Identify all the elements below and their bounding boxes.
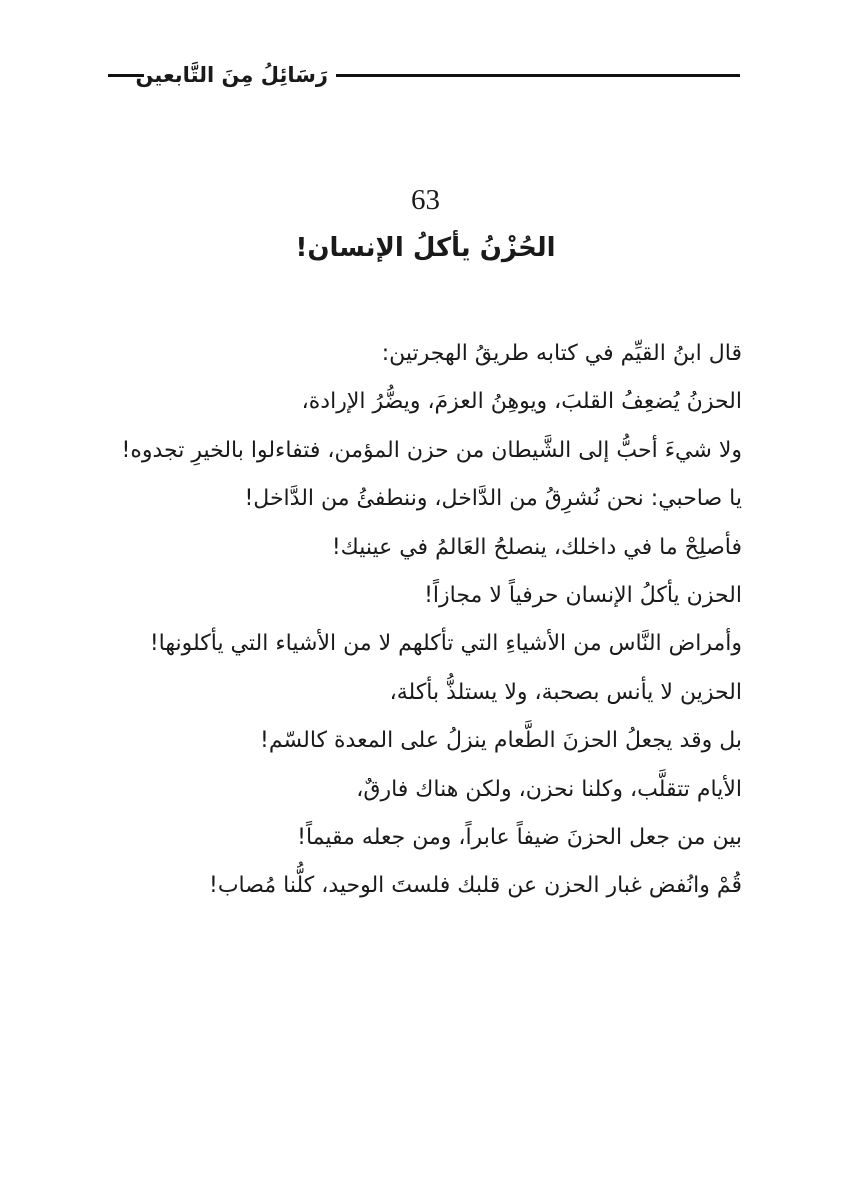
paragraph: بين من جعل الحزنَ ضيفاً عابراً، ومن جعله مقيماً!: [297, 825, 742, 851]
chapter-number: 63: [411, 184, 440, 216]
paragraph: ولا شيءَ أحبُّ إلى الشَّيطان من حزن المؤمن، فتفاءلوا بالخيرِ تجدوه!: [121, 437, 742, 463]
paragraph: يا صاحبي: نحن نُشرِقُ من الدَّاخل، وننطفئُ من الدَّاخل!: [244, 486, 742, 512]
paragraph: قال ابنُ القيِّم في كتابه طريقُ الهجرتين:: [381, 341, 742, 366]
body-text: [110, 330, 742, 911]
paragraph: وأمراض النَّاس من الأشياءِ التي تأكلهم لا من الأشياء التي يأكلونها!: [149, 631, 742, 657]
book-title: رَسَائِلُ مِنَ التَّابعين: [135, 63, 328, 87]
paragraph: فأصلِحْ ما في داخلك، ينصلحُ العَالمُ في عينيك!: [331, 534, 742, 560]
paragraph: الأيام تتقلَّب، وكلنا نحزن، ولكن هناك فارقٌ،: [356, 776, 742, 802]
paragraph: بل وقد يجعلُ الحزنَ الطَّعام ينزلُ على المعدة كالسّم!: [260, 728, 742, 754]
paragraph: الحزين لا يأنس بصحبة، ولا يستلذُّ بأكلة،: [389, 679, 742, 705]
paragraph: الحزن يأكلُ الإنسان حرفياً لا مجازاً!: [424, 583, 742, 609]
header-rule-right: [336, 74, 740, 77]
paragraph: الحزنُ يُضعِفُ القلبَ، ويوهِنُ العزمَ، ويضُّرُ الإرادة،: [301, 389, 742, 415]
paragraph: قُمْ وانُفض غبار الحزن عن قلبك فلستَ الوحيد، كلُّنا مُصاب!: [209, 873, 742, 899]
chapter-title: الحُزْنُ يأكلُ الإنسان!: [295, 233, 556, 263]
running-header: [108, 58, 740, 92]
